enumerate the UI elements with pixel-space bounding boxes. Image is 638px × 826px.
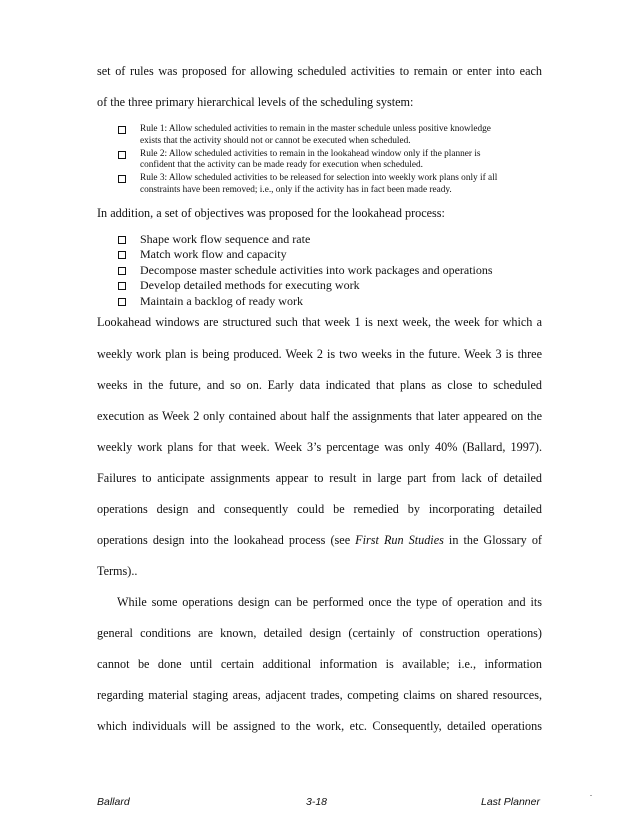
checkbox-bullet-icon xyxy=(118,282,126,290)
lookahead-line-1: Lookahead windows are structured such that week 1 is next week, the week for which a xyxy=(97,315,542,329)
objective-item xyxy=(118,278,548,293)
design-line-2: general conditions are known, detailed design (certainly of construction operations) xyxy=(97,626,542,640)
rule-line: Rule 3: Allow scheduled activities to be released for selection into weekly work plans only if all xyxy=(140,173,498,184)
intro-line-2: of the three primary hierarchical levels of the scheduling system: xyxy=(97,95,414,109)
design-line-4: regarding material staging areas, adjacent trades, competing claims on shared resources, xyxy=(97,688,542,702)
checkbox-bullet-icon xyxy=(118,267,126,275)
objective-text: Match work flow and capacity xyxy=(140,247,287,262)
design-line-1: While some operations design can be performed once the type of operation and its xyxy=(117,595,542,609)
lookahead-text: in the Glossary of xyxy=(443,533,542,547)
intro-line-1: set of rules was proposed for allowing scheduled activities to remain or enter into each xyxy=(97,64,542,78)
rule-line: constraints have been removed; i.e., only if the activity has in fact been made ready. xyxy=(140,184,452,195)
rule-line: confident that the activity can be made ready for execution when scheduled. xyxy=(140,160,423,171)
rule-item xyxy=(118,149,548,172)
lookahead-text: operations design into the lookahead process (see xyxy=(97,533,356,547)
design-line-3: cannot be done until certain additional information is available; i.e., information xyxy=(97,657,542,671)
footer-author: Ballard xyxy=(97,796,130,808)
checkbox-bullet-icon xyxy=(118,236,126,244)
objective-text: Shape work flow sequence and rate xyxy=(140,232,311,246)
objective-text: Maintain a backlog of ready work xyxy=(140,293,303,308)
rule-item xyxy=(118,173,548,196)
objectives-intro: In addition, a set of objectives was proposed for the lookahead process: xyxy=(97,206,445,220)
rules-list xyxy=(118,124,548,198)
checkbox-bullet-icon xyxy=(118,251,126,259)
footer-title: Last Planner xyxy=(481,796,540,808)
objective-text: Decompose master schedule activities into work packages and operations xyxy=(140,262,493,277)
objective-text: Develop detailed methods for executing work xyxy=(140,278,360,293)
rule-item xyxy=(118,124,548,147)
checkbox-bullet-icon xyxy=(118,298,126,306)
checkbox-bullet-icon xyxy=(118,175,126,183)
rule-line: Rule 1: Allow scheduled activities to remain in the master schedule unless positive knowledge xyxy=(140,124,491,134)
checkbox-bullet-icon xyxy=(118,126,126,134)
rule-line: exists that the activity should not or cannot be executed when scheduled. xyxy=(140,135,411,146)
objective-item xyxy=(118,294,548,309)
checkbox-bullet-icon xyxy=(118,151,126,159)
lookahead-line-9: Terms).. xyxy=(97,564,138,578)
lookahead-line-7: operations design and consequently could be remedied by incorporating detailed xyxy=(97,502,542,516)
objective-item xyxy=(118,247,548,262)
footer-mark: . xyxy=(590,789,592,798)
objectives-list xyxy=(118,232,548,309)
lookahead-line-8 xyxy=(97,533,542,548)
lookahead-line-2: weekly work plan is being produced. Week 2 is two weeks in the future. Week 3 is three xyxy=(97,347,542,361)
lookahead-line-4: execution as Week 2 only contained about half the assignments that later appeared on the xyxy=(97,409,542,423)
objective-item xyxy=(118,263,548,278)
footer-page-number: 3-18 xyxy=(306,796,328,808)
lookahead-line-6: Failures to anticipate assignments appear to result in large part from lack of detailed xyxy=(97,471,542,485)
lookahead-line-3: weeks in the future, and so on. Early data indicated that plans as close to scheduled xyxy=(97,378,542,392)
objective-item xyxy=(118,232,548,247)
glossary-reference: First Run Studies xyxy=(355,533,444,547)
lookahead-line-5: weekly work plans for that week. Week 3’s percentage was only 40% (Ballard, 1997). xyxy=(97,440,542,454)
design-line-5: which individuals will be assigned to the work, etc. Consequently, detailed operations xyxy=(97,719,542,733)
rule-line: Rule 2: Allow scheduled activities to remain in the lookahead window only if the planner is xyxy=(140,148,481,159)
